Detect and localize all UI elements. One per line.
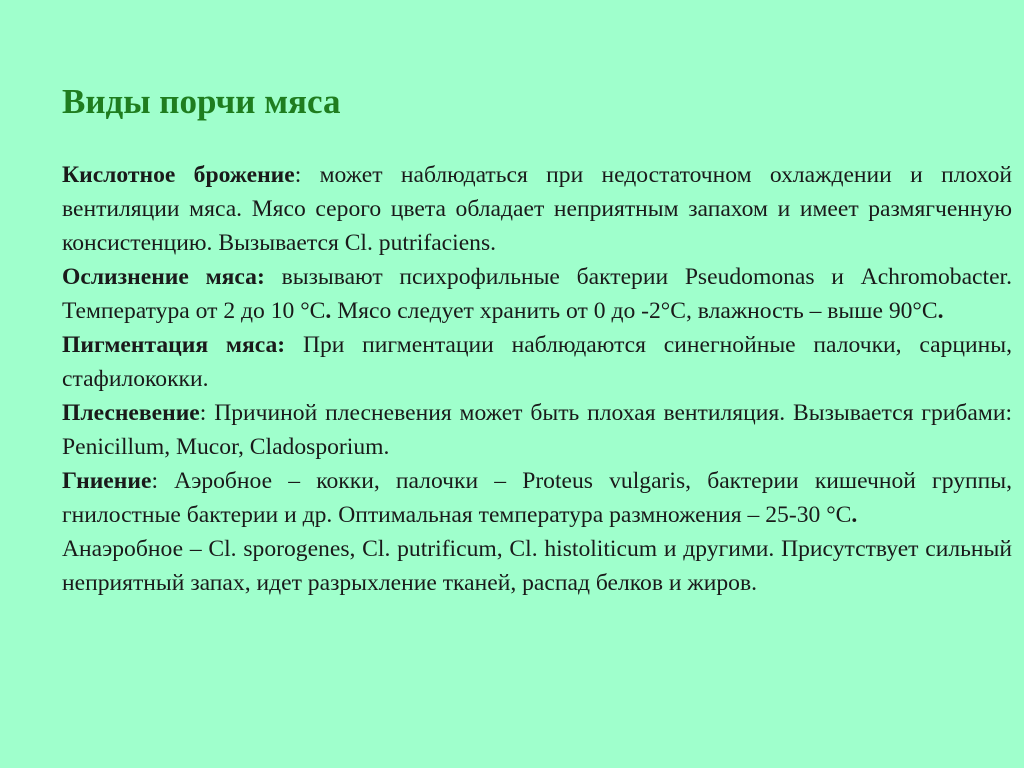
term-sliming: Ослизнение мяса: <box>62 264 265 290</box>
paragraph-text: Анаэробное – Cl. sporogenes, Cl. putrificum, Cl. histoliticum и другими. Присутствует сильный неприятный запах, идет разрыхление тканей, распад белков и жиров. <box>62 536 1012 596</box>
term-acid-fermentation: Кислотное брожение <box>62 162 295 188</box>
paragraph-sliming <box>62 260 1012 328</box>
bold-dot: . <box>851 502 858 528</box>
slide-body <box>62 158 1012 600</box>
paragraph-text: Причиной плесневения может быть плохая вентиляция. Вызывается грибами: Penicillum, Mucor, Cladosporium. <box>62 400 1012 460</box>
paragraph-pigmentation <box>62 328 1012 396</box>
paragraph-text: При пигментации наблюдаются синегнойные палочки, сарцины, стафилококки. <box>62 332 1012 392</box>
term-pigmentation: Пигментация мяса: <box>62 332 286 358</box>
term-mold: Плесневение <box>62 400 200 426</box>
paragraph-text: Мясо следует хранить от 0 до -2°С, влажность – выше 90°С <box>331 298 938 324</box>
paragraph-anaerobic <box>62 532 1012 600</box>
paragraph-text: Аэробное – кокки, палочки – Proteus vulgaris, бактерии кишечной группы, гнилостные бактерии и др. Оптимальная температура размножения – 25-30 °С <box>62 468 1012 528</box>
bold-dot: . <box>325 298 332 324</box>
term-separator: : <box>199 400 207 426</box>
bold-dot: . <box>937 298 944 324</box>
paragraph-text: может наблюдаться при недостаточном охлаждении и плохой вентиляции мяса. Мясо серого цвета обладает неприятным запахом и имеет размягченную консистенцию. Вызывается Cl. putrifaciens. <box>62 162 1012 256</box>
term-separator: : <box>294 162 302 188</box>
term-putrefaction: Гниение <box>62 468 152 494</box>
paragraph-mold <box>62 396 1012 464</box>
paragraph-text: вызывают психрофильные бактерии Pseudomonas и Achromobacter. Температура от 2 до 10 °С <box>62 264 1012 324</box>
paragraph-putrefaction <box>62 464 1012 532</box>
paragraph-acid-fermentation <box>62 158 1012 260</box>
term-separator: : <box>151 468 158 494</box>
slide-title: Виды порчи мяса <box>62 82 341 121</box>
